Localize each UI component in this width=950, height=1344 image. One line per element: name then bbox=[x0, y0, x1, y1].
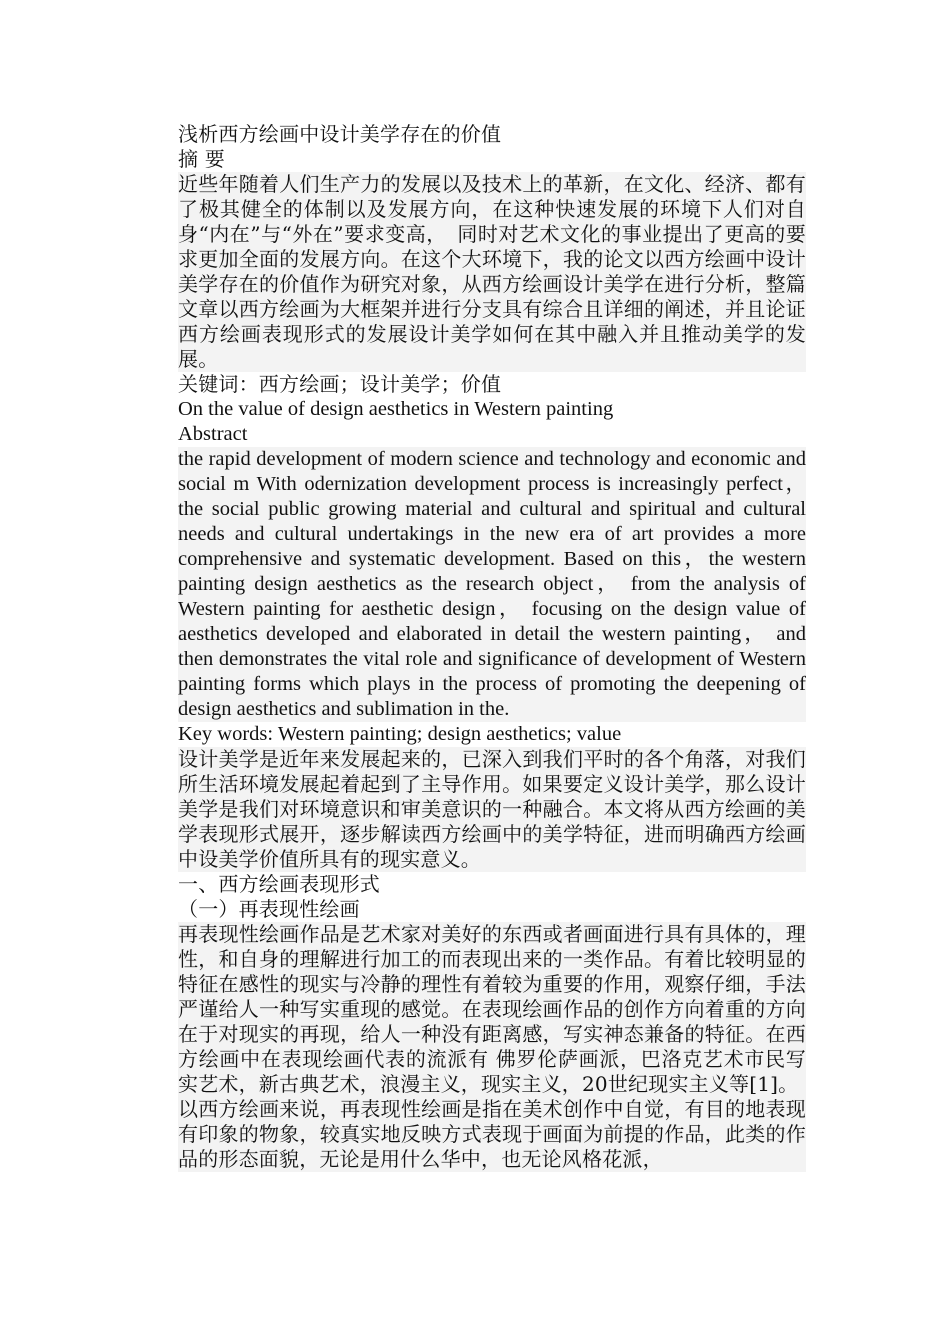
document-page bbox=[178, 122, 806, 1172]
subsection-heading-1: （一）再表现性绘画 bbox=[178, 897, 360, 921]
abstract-cn-paragraph: 近些年随着人们生产力的发展以及技术上的革新，在文化、经济、都有了极其健全的体制以及发展方向，在这种快速发展的环境下人们对自身“内在”与“外在”要求变高， 同时对艺术文化的事业提出了更高的要求更加全面的发展方向。在这个大环境下，我的论文以西方绘画中设计美学存在的价值作为研究对象，从西方绘画设计美学在进行分析，整篇文章以西方绘画为大框架并进行分支具有综合且详细的阐述，并且论证西方绘画表现形式的发展设计美学如何在其中融入并且推动美学的发展。 bbox=[178, 172, 806, 371]
abstract-heading-en: Abstract bbox=[178, 423, 248, 445]
body-paragraph-1: 再表现性绘画作品是艺术家对美好的东西或者画面进行具有具体的，理性，和自身的理解进行加工的而表现出来的一类作品。有着比较明显的特征在感性的现实与冷静的理性有着较为重要的作用，观察仔细，手法严谨给人一种写实重现的感觉。在表现绘画作品的创作方向着重的方向在于对现实的再现，给人一种没有距离感，写实神态兼备的特征。在西方绘画中在表现绘画代表的流派有 佛罗伦萨画派，巴洛克艺术市民写实艺术，新古典艺术，浪漫主义，现实主义，20世纪现实主义等[1]。 bbox=[178, 922, 806, 1096]
title-en: On the value of design aesthetics in Western painting bbox=[178, 398, 614, 420]
keywords-cn: 关键词：西方绘画；设计美学；价值 bbox=[178, 372, 502, 396]
keywords-en: Key words: Western painting; design aesthetics; value bbox=[178, 723, 622, 745]
body-paragraph-2: 以西方绘画来说，再表现性绘画是指在美术创作中自觉，有目的地表现有印象的物象，较真实地反映方式表现于画面为前提的作品，此类的作品的形态面貌，无论是用什么华中，也无论风格花派， bbox=[178, 1097, 806, 1171]
abstract-heading-cn: 摘 要 bbox=[178, 147, 225, 171]
section-heading-1: 一、西方绘画表现形式 bbox=[178, 872, 380, 896]
abstract-en-paragraph: the rapid development of modern science and technology and economic and social m With odernization development process is increasingly perfect， the social public growing material and cultural and spiritual and cultural needs and cultural undertakings in the new era of art provides a more comprehensive and systematic development. Based on this，the western painting design aesthetics as the research object， from the analysis of Western painting for aesthetic design， focusing on the design value of aesthetics developed and elaborated in detail the western painting， and then demonstrates the vital role and significance of development of Western painting forms which plays in the process of promoting the deepening of design aesthetics and sublimation in the. bbox=[178, 448, 806, 720]
intro-paragraph: 设计美学是近年来发展起来的，已深入到我们平时的各个角落，对我们所生活环境发展起着起到了主导作用。如果要定义设计美学，那么设计美学是我们对环境意识和审美意识的一种融合。本文将从西方绘画的美学表现形式展开，逐步解读西方绘画中的美学特征，进而明确西方绘画中设美学价值所具有的现实意义。 bbox=[178, 747, 806, 871]
document-title: 浅析西方绘画中设计美学存在的价值 bbox=[178, 122, 502, 146]
